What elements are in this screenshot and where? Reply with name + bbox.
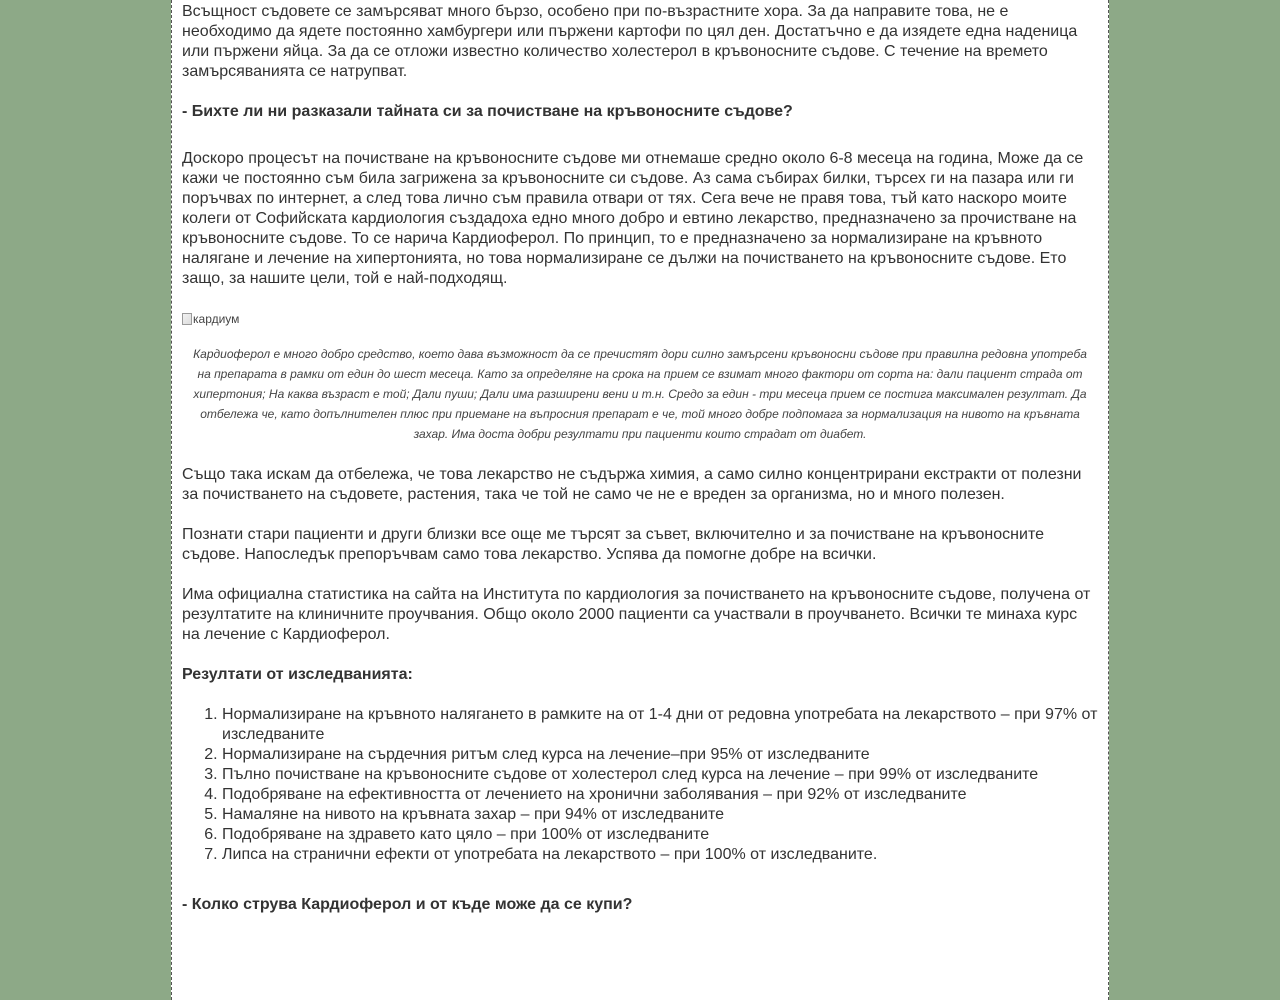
question-heading-price: - Колко струва Кардиоферол и от къде може да се купи? [182, 896, 633, 913]
patients-paragraph: Познати стари пациенти и други близки все още ме търсят за съвет, включително и за почистване на кръвоносните съдове. Напоследък препоръчвам само това лекарство. Успява да помогне добре на всички. [182, 526, 1044, 563]
results-list [182, 705, 1098, 865]
statistics-paragraph: Има официална статистика на сайта на Института по кардиология за почистването на кръвоносните съдове, получена от резултатите на клиничните проучвания. Общо около 2000 пациенти са участвали в проучването. Всички те минаха курс на лечение с Кардиоферол. [182, 586, 1091, 643]
question-heading-secret: - Бихте ли ни разказали тайната си за почистване на кръвоносните съдове? [182, 103, 793, 120]
list-item: 7. Липса на странични ефекти от употребата на лекарството – при 100% от изследваните. [222, 845, 1098, 865]
list-item: 2. Нормализиране на сърдечния ритъм след курса на лечение–при 95% от изследваните [222, 745, 1098, 765]
story-paragraph: Доскоро процесът на почистване на кръвоносните съдове ми отнемаше средно около 6-8 месеца на година, Може да се кажи че постоянно съм била загрижена за кръвоносните си съдове. Аз сама събирах билки, търсех ги на пазара или ги поръчвах по интернет, а след това лично съм правила отвари от тях. Сега вече не правя това, тъй като наскоро моите колеги от Софийската кардиология създадоха едно много добро и евтино лекарство, предназначено за прочистване на кръвоносните съдове. То се нарича Кардиоферол. По принцип, то е предназначено за нормализиране на кръвното налягане и лечение на хипертонията, но това нормализиране се дължи на почистването на кръвоносните съдове. Ето защо, за нашите цели, той е най-подходящ. [182, 150, 1084, 287]
results-heading: Резултати от изследванията: [182, 666, 413, 683]
product-image [182, 309, 1098, 329]
list-item: 4. Подобряване на ефективността от лечението на хронични заболявания – при 92% от изследваните [222, 785, 1098, 805]
list-item: 3. Пълно почистване на кръвоносните съдове от холестерол след курса на лечение – при 99% от изследваните [222, 765, 1098, 785]
no-chemistry-paragraph: Също така искам да отбележа, че това лекарство не съдържа химия, а само силно концентрирани екстракти от полезни за почистването на съдовете, растения, така че той не само че не е вреден за организма, но и много полезен. [182, 466, 1082, 503]
article-content [171, 0, 1109, 1000]
image-caption: Кардиоферол е много добро средство, което дава възможност да се пречистят дори силно замърсени кръвоносни съдове при правилна редовна употреба на препарата в рамки от един до шест месеца. Като за определяне на срока на прием се взимат много фактори от сорта на: дали пациент страда от хипертония; На каква възраст е той; Дали пуши; Дали има разширени вени и т.н. Средо за един - три месеца прием се постига максимален резултат. Да отбележа че, като допълнителен плюс при приемане на въпросния препарат е че, той много добре подпомага за нормализация на нивото на кръвната захар. Има доста добри резултати при пациенти които страдат от диабет. [193, 347, 1087, 441]
list-item: 5. Намаляне на нивото на кръвната захар – при 94% от изследваните [222, 805, 1098, 825]
list-item: 1. Нормализиране на кръвното налягането в рамките на от 1-4 дни от редовна употребата на лекарството – при 97% от изследваните [222, 705, 1098, 745]
list-item: 6. Подобряване на здравето като цяло – при 100% от изследваните [222, 825, 1098, 845]
intro-paragraph: Всъщност съдовете се замърсяват много бързо, особено при по-възрастните хора. За да направите това, не е необходимо да ядете постоянно хамбургери или пържени картофи по цял ден. Достатъчно е да изядете една наденица или пържени яйца. За да се отложи известно количество холестерол в кръвоносните съдове. С течение на времето замърсяванията се натрупват. [182, 3, 1078, 80]
product-image-alt: кардиум [193, 312, 240, 326]
broken-image-icon [182, 313, 192, 325]
